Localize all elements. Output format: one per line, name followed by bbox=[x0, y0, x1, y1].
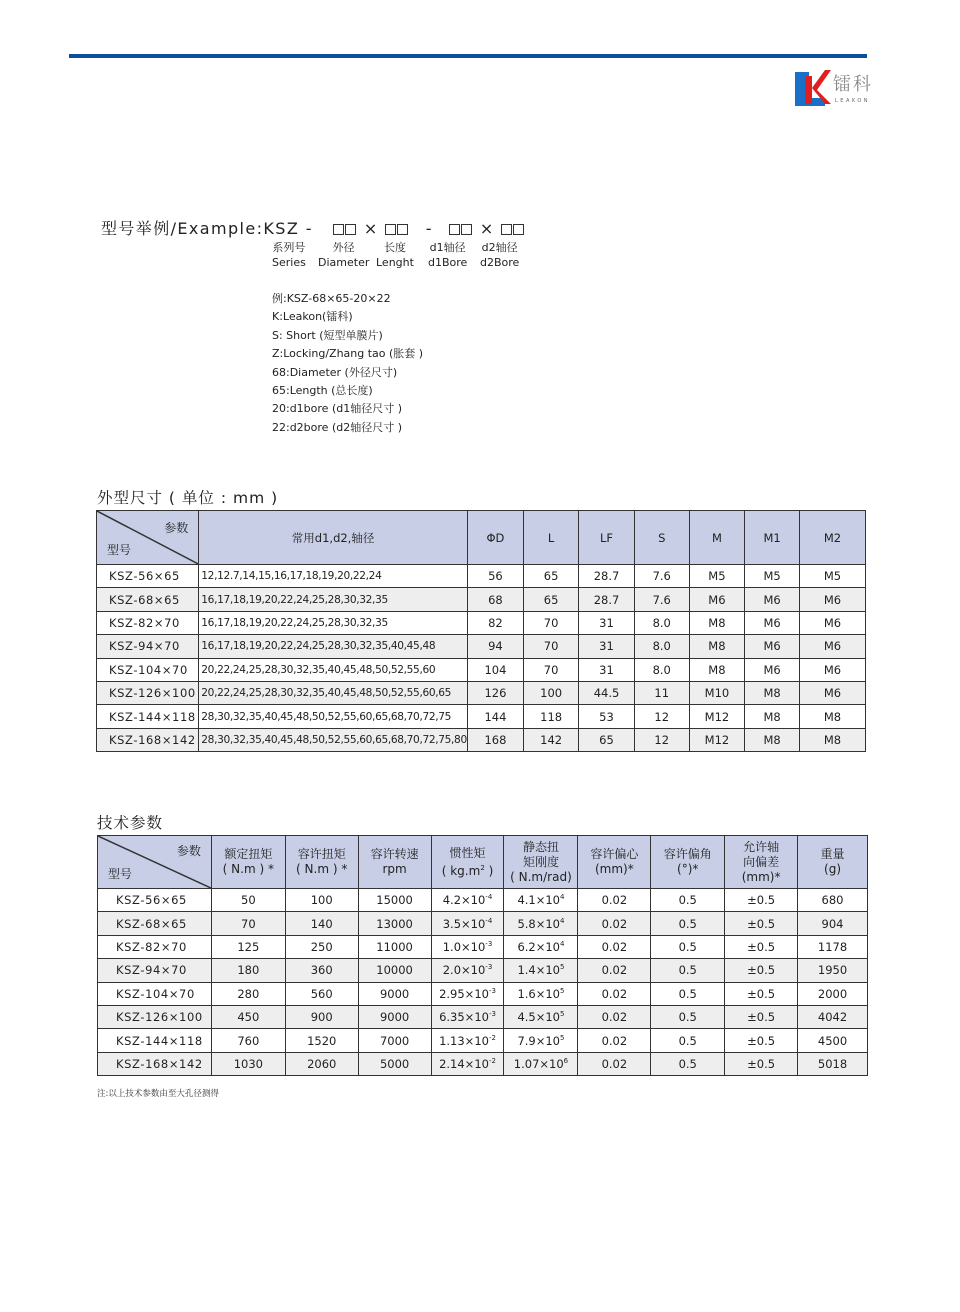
cell-bores: 16,17,18,19,20,22,24,25,28,30,32,35,40,45,48 bbox=[199, 635, 468, 658]
corner-param-label: 参数 bbox=[164, 521, 189, 535]
cell-lf: 31 bbox=[579, 635, 635, 658]
cell-ecc: 0.02 bbox=[578, 982, 651, 1005]
brand-name-cn: 镭科 bbox=[833, 74, 873, 95]
cell-axial: ±0.5 bbox=[725, 1029, 798, 1052]
cell-m: M12 bbox=[689, 728, 744, 751]
cell-l: 70 bbox=[524, 611, 579, 634]
cell-model: KSZ-56×65 bbox=[97, 565, 199, 588]
cell-od: 56 bbox=[467, 565, 523, 588]
cell-stiff: $4.5\times 10^5$ bbox=[504, 1005, 578, 1028]
table-row bbox=[98, 1005, 868, 1028]
note-line: K:Leakon(镭科) bbox=[272, 310, 353, 324]
cell-allow: 900 bbox=[285, 1005, 358, 1028]
cell-weight: 904 bbox=[798, 912, 868, 935]
placeholder-box-icon bbox=[449, 224, 460, 235]
cell-l: 118 bbox=[524, 705, 579, 728]
cell-l: 65 bbox=[524, 588, 579, 611]
cell-model: KSZ-94×70 bbox=[98, 959, 212, 982]
cell-allow: 2060 bbox=[285, 1052, 358, 1075]
cell-model: KSZ-144×118 bbox=[98, 1029, 212, 1052]
cell-inertia: $1.0\times 10^{-3}$ bbox=[431, 935, 504, 958]
cell-model: KSZ-126×100 bbox=[98, 1005, 212, 1028]
table-row bbox=[97, 728, 866, 751]
cell-s: 8.0 bbox=[634, 658, 689, 681]
cell-rated: 50 bbox=[211, 889, 285, 912]
cell-ecc: 0.02 bbox=[578, 1052, 651, 1075]
cell-rpm: 15000 bbox=[358, 889, 431, 912]
note-line: 22:d2bore (d2轴径尺寸 ) bbox=[272, 420, 403, 434]
header-m1: M1 bbox=[745, 511, 800, 565]
cell-ecc: 0.02 bbox=[578, 1005, 651, 1028]
cell-od: 104 bbox=[467, 658, 523, 681]
cell-m1: M8 bbox=[745, 681, 800, 704]
cell-inertia: $2.0\times 10^{-3}$ bbox=[431, 959, 504, 982]
lk-logo-icon bbox=[795, 68, 831, 108]
times-sign: × bbox=[363, 219, 379, 238]
cell-bores: 16,17,18,19,20,22,24,25,28,30,32,35 bbox=[199, 611, 468, 634]
cell-od: 144 bbox=[467, 705, 523, 728]
table-row bbox=[97, 705, 866, 728]
cell-stiff: $7.9\times 10^5$ bbox=[504, 1029, 578, 1052]
times-sign: × bbox=[479, 219, 495, 238]
cell-axial: ±0.5 bbox=[725, 889, 798, 912]
cell-model: KSZ-82×70 bbox=[97, 611, 199, 634]
dash-sign: - bbox=[425, 219, 433, 238]
cell-inertia: $2.95\times 10^{-3}$ bbox=[431, 982, 504, 1005]
brand-name-en: LEAKON bbox=[835, 98, 871, 104]
cell-inertia: $4.2\times 10^{-4}$ bbox=[431, 889, 504, 912]
code-d2bore: d2轴径 d2Bore bbox=[480, 241, 520, 269]
placeholder-box-icon bbox=[501, 224, 512, 235]
cell-allow: 250 bbox=[285, 935, 358, 958]
note-line: 65:Length (总长度) bbox=[272, 384, 373, 398]
cell-rpm: 9000 bbox=[358, 982, 431, 1005]
cell-l: 70 bbox=[524, 658, 579, 681]
cell-m2: M6 bbox=[800, 681, 866, 704]
cell-ang: 0.5 bbox=[651, 1052, 725, 1075]
header-od: ΦD bbox=[467, 511, 523, 565]
corner-header bbox=[97, 511, 199, 565]
cell-bores: 16,17,18,19,20,22,24,25,28,30,32,35 bbox=[199, 588, 468, 611]
cell-inertia: $1.13\times 10^{-2}$ bbox=[431, 1029, 504, 1052]
placeholder-box-icon bbox=[461, 224, 472, 235]
cell-m2: M8 bbox=[800, 705, 866, 728]
cell-allow: 1520 bbox=[285, 1029, 358, 1052]
cell-axial: ±0.5 bbox=[725, 935, 798, 958]
cell-ecc: 0.02 bbox=[578, 1029, 651, 1052]
cell-m1: M8 bbox=[745, 728, 800, 751]
cell-lf: 65 bbox=[579, 728, 635, 751]
cell-lf: 31 bbox=[579, 611, 635, 634]
cell-s: 12 bbox=[634, 728, 689, 751]
header-rule bbox=[69, 54, 867, 58]
cell-ang: 0.5 bbox=[651, 1005, 725, 1028]
cell-l: 70 bbox=[524, 635, 579, 658]
cell-od: 82 bbox=[467, 611, 523, 634]
cell-m2: M6 bbox=[800, 658, 866, 681]
cell-m: M10 bbox=[689, 681, 744, 704]
cell-m2: M6 bbox=[800, 611, 866, 634]
cell-ang: 0.5 bbox=[651, 912, 725, 935]
table-row bbox=[98, 1052, 868, 1075]
cell-ang: 0.5 bbox=[651, 982, 725, 1005]
header-static-stiffness: 静态扭 矩刚度 ( N.m/rad) bbox=[504, 836, 578, 889]
table-row bbox=[97, 635, 866, 658]
cell-s: 12 bbox=[634, 705, 689, 728]
header-bores: 常用d1,d2,轴径 bbox=[199, 511, 468, 565]
cell-m: M6 bbox=[689, 588, 744, 611]
cell-s: 7.6 bbox=[634, 565, 689, 588]
cell-od: 68 bbox=[467, 588, 523, 611]
cell-ecc: 0.02 bbox=[578, 959, 651, 982]
cell-bores: 28,30,32,35,40,45,48,50,52,55,60,65,68,70,72,75,80 bbox=[199, 728, 468, 751]
placeholder-box-icon bbox=[397, 224, 408, 235]
cell-rpm: 10000 bbox=[358, 959, 431, 982]
example-notes bbox=[272, 290, 423, 437]
cell-allow: 100 bbox=[285, 889, 358, 912]
cell-m: M12 bbox=[689, 705, 744, 728]
cell-m1: M6 bbox=[745, 611, 800, 634]
cell-rpm: 9000 bbox=[358, 1005, 431, 1028]
corner-header bbox=[98, 836, 212, 889]
table-row bbox=[97, 658, 866, 681]
cell-stiff: $1.6\times 10^5$ bbox=[504, 982, 578, 1005]
cell-m1: M6 bbox=[745, 635, 800, 658]
cell-m1: M6 bbox=[745, 658, 800, 681]
cell-model: KSZ-168×142 bbox=[97, 728, 199, 751]
cell-axial: ±0.5 bbox=[725, 912, 798, 935]
example-label: 型号举例/Example:KSZ - bbox=[101, 219, 313, 238]
cell-allow: 140 bbox=[285, 912, 358, 935]
cell-inertia: $3.5\times 10^{-4}$ bbox=[431, 912, 504, 935]
table-row bbox=[97, 681, 866, 704]
note-line: Z:Locking/Zhang tao (胀套 ) bbox=[272, 347, 424, 361]
cell-rpm: 13000 bbox=[358, 912, 431, 935]
cell-m1: M8 bbox=[745, 705, 800, 728]
cell-ang: 0.5 bbox=[651, 935, 725, 958]
cell-bores: 20,22,24,25,28,30,32,35,40,45,48,50,52,55,60 bbox=[199, 658, 468, 681]
cell-rpm: 11000 bbox=[358, 935, 431, 958]
cell-axial: ±0.5 bbox=[725, 1052, 798, 1075]
cell-allow: 360 bbox=[285, 959, 358, 982]
cell-ang: 0.5 bbox=[651, 959, 725, 982]
cell-m2: M6 bbox=[800, 635, 866, 658]
header-allowable-angle: 容许偏角 (°)* bbox=[651, 836, 725, 889]
header-l: L bbox=[524, 511, 579, 565]
cell-rated: 1030 bbox=[211, 1052, 285, 1075]
table-row bbox=[98, 959, 868, 982]
cell-m1: M5 bbox=[745, 565, 800, 588]
placeholder-box-icon bbox=[385, 224, 396, 235]
cell-s: 8.0 bbox=[634, 635, 689, 658]
header-weight: 重量 (g) bbox=[798, 836, 868, 889]
cell-bores: 12,12.7,14,15,16,17,18,19,20,22,24 bbox=[199, 565, 468, 588]
cell-ecc: 0.02 bbox=[578, 935, 651, 958]
cell-axial: ±0.5 bbox=[725, 982, 798, 1005]
cell-weight: 4500 bbox=[798, 1029, 868, 1052]
code-series: 系列号 Series bbox=[272, 241, 306, 269]
cell-model: KSZ-126×100 bbox=[97, 681, 199, 704]
cell-rated: 70 bbox=[211, 912, 285, 935]
cell-l: 65 bbox=[524, 565, 579, 588]
placeholder-box-icon bbox=[345, 224, 356, 235]
corner-param-label: 参数 bbox=[176, 844, 201, 858]
header-m2: M2 bbox=[800, 511, 866, 565]
cell-weight: 2000 bbox=[798, 982, 868, 1005]
cell-m2: M5 bbox=[800, 565, 866, 588]
dimensions-title: 外型尺寸 ( 单位 : mm ) bbox=[97, 489, 279, 507]
header-s: S bbox=[634, 511, 689, 565]
technical-table bbox=[97, 835, 868, 1076]
header-inertia: 惯性矩 ( $kg.m^2$ ) bbox=[431, 836, 504, 889]
cell-rpm: 7000 bbox=[358, 1029, 431, 1052]
cell-s: 8.0 bbox=[634, 611, 689, 634]
table-row bbox=[97, 611, 866, 634]
cell-m2: M6 bbox=[800, 588, 866, 611]
corner-model-label: 型号 bbox=[107, 543, 132, 557]
table-row bbox=[97, 565, 866, 588]
cell-rated: 760 bbox=[211, 1029, 285, 1052]
cell-stiff: $5.8\times 10^4$ bbox=[504, 912, 578, 935]
cell-od: 126 bbox=[467, 681, 523, 704]
cell-model: KSZ-104×70 bbox=[97, 658, 199, 681]
cell-weight: 5018 bbox=[798, 1052, 868, 1075]
cell-ecc: 0.02 bbox=[578, 889, 651, 912]
cell-stiff: $4.1\times 10^4$ bbox=[504, 889, 578, 912]
cell-l: 100 bbox=[524, 681, 579, 704]
cell-ang: 0.5 bbox=[651, 1029, 725, 1052]
cell-allow: 560 bbox=[285, 982, 358, 1005]
cell-m1: M6 bbox=[745, 588, 800, 611]
header-allowable-torque: 容许扭矩 ( N.m ) * bbox=[285, 836, 358, 889]
cell-rpm: 5000 bbox=[358, 1052, 431, 1075]
code-diameter: 外径 Diameter bbox=[318, 241, 370, 269]
cell-stiff: $6.2\times 10^4$ bbox=[504, 935, 578, 958]
cell-lf: 31 bbox=[579, 658, 635, 681]
cell-weight: 4042 bbox=[798, 1005, 868, 1028]
cell-s: 11 bbox=[634, 681, 689, 704]
cell-model: KSZ-68×65 bbox=[98, 912, 212, 935]
cell-lf: 28.7 bbox=[579, 588, 635, 611]
cell-model: KSZ-68×65 bbox=[97, 588, 199, 611]
cell-ecc: 0.02 bbox=[578, 912, 651, 935]
cell-lf: 28.7 bbox=[579, 565, 635, 588]
placeholder-box-icon bbox=[333, 224, 344, 235]
note-line: 68:Diameter (外径尺寸) bbox=[272, 365, 398, 379]
note-line: 例:KSZ-68×65-20×22 bbox=[272, 292, 391, 305]
table-row bbox=[98, 1029, 868, 1052]
cell-od: 94 bbox=[467, 635, 523, 658]
cell-m: M8 bbox=[689, 658, 744, 681]
cell-lf: 53 bbox=[579, 705, 635, 728]
header-lf: LF bbox=[579, 511, 635, 565]
cell-rated: 280 bbox=[211, 982, 285, 1005]
cell-stiff: $1.4\times 10^5$ bbox=[504, 959, 578, 982]
corner-model-label: 型号 bbox=[108, 867, 133, 881]
cell-rated: 180 bbox=[211, 959, 285, 982]
cell-model: KSZ-144×118 bbox=[97, 705, 199, 728]
cell-bores: 28,30,32,35,40,45,48,50,52,55,60,65,68,70,72,75 bbox=[199, 705, 468, 728]
cell-rated: 450 bbox=[211, 1005, 285, 1028]
table-row bbox=[98, 982, 868, 1005]
cell-inertia: $2.14\times 10^{-2}$ bbox=[431, 1052, 504, 1075]
cell-s: 7.6 bbox=[634, 588, 689, 611]
cell-lf: 44.5 bbox=[579, 681, 635, 704]
cell-model: KSZ-56×65 bbox=[98, 889, 212, 912]
cell-inertia: $6.35\times 10^{-3}$ bbox=[431, 1005, 504, 1028]
code-d1bore: d1轴径 d1Bore bbox=[428, 241, 468, 269]
cell-bores: 20,22,24,25,28,30,32,35,40,45,48,50,52,55,60,65 bbox=[199, 681, 468, 704]
cell-rated: 125 bbox=[211, 935, 285, 958]
footnote: 注:以上技术参数由至大孔径测得 bbox=[97, 1089, 219, 1099]
cell-model: KSZ-104×70 bbox=[98, 982, 212, 1005]
cell-m2: M8 bbox=[800, 728, 866, 751]
cell-stiff: $1.07\times 10^6$ bbox=[504, 1052, 578, 1075]
code-length: 长度 Lenght bbox=[376, 241, 414, 269]
cell-axial: ±0.5 bbox=[725, 959, 798, 982]
cell-axial: ±0.5 bbox=[725, 1005, 798, 1028]
note-line: 20:d1bore (d1轴径尺寸 ) bbox=[272, 402, 403, 416]
cell-model: KSZ-168×142 bbox=[98, 1052, 212, 1075]
note-line: S: Short (短型单膜片) bbox=[272, 328, 383, 342]
cell-ang: 0.5 bbox=[651, 889, 725, 912]
table-row bbox=[98, 935, 868, 958]
leakon-logo bbox=[795, 68, 875, 110]
cell-m: M8 bbox=[689, 635, 744, 658]
placeholder-box-icon bbox=[513, 224, 524, 235]
table-row bbox=[98, 889, 868, 912]
cell-weight: 1950 bbox=[798, 959, 868, 982]
technical-title: 技术参数 bbox=[97, 814, 164, 832]
cell-model: KSZ-82×70 bbox=[98, 935, 212, 958]
header-allowable-eccentricity: 容许偏心 (mm)* bbox=[578, 836, 651, 889]
cell-weight: 1178 bbox=[798, 935, 868, 958]
header-axial-deviation: 允许轴 向偏差 (mm)* bbox=[725, 836, 798, 889]
header-m: M bbox=[689, 511, 744, 565]
cell-od: 168 bbox=[467, 728, 523, 751]
cell-m: M5 bbox=[689, 565, 744, 588]
cell-l: 142 bbox=[524, 728, 579, 751]
cell-weight: 680 bbox=[798, 889, 868, 912]
header-rated-torque: 额定扭矩 ( N.m ) * bbox=[211, 836, 285, 889]
table-row bbox=[98, 912, 868, 935]
dimensions-table bbox=[96, 510, 866, 752]
cell-model: KSZ-94×70 bbox=[97, 635, 199, 658]
model-example-line bbox=[101, 216, 525, 239]
header-allowable-speed: 容许转速 rpm bbox=[358, 836, 431, 889]
table-row bbox=[97, 588, 866, 611]
cell-m: M8 bbox=[689, 611, 744, 634]
